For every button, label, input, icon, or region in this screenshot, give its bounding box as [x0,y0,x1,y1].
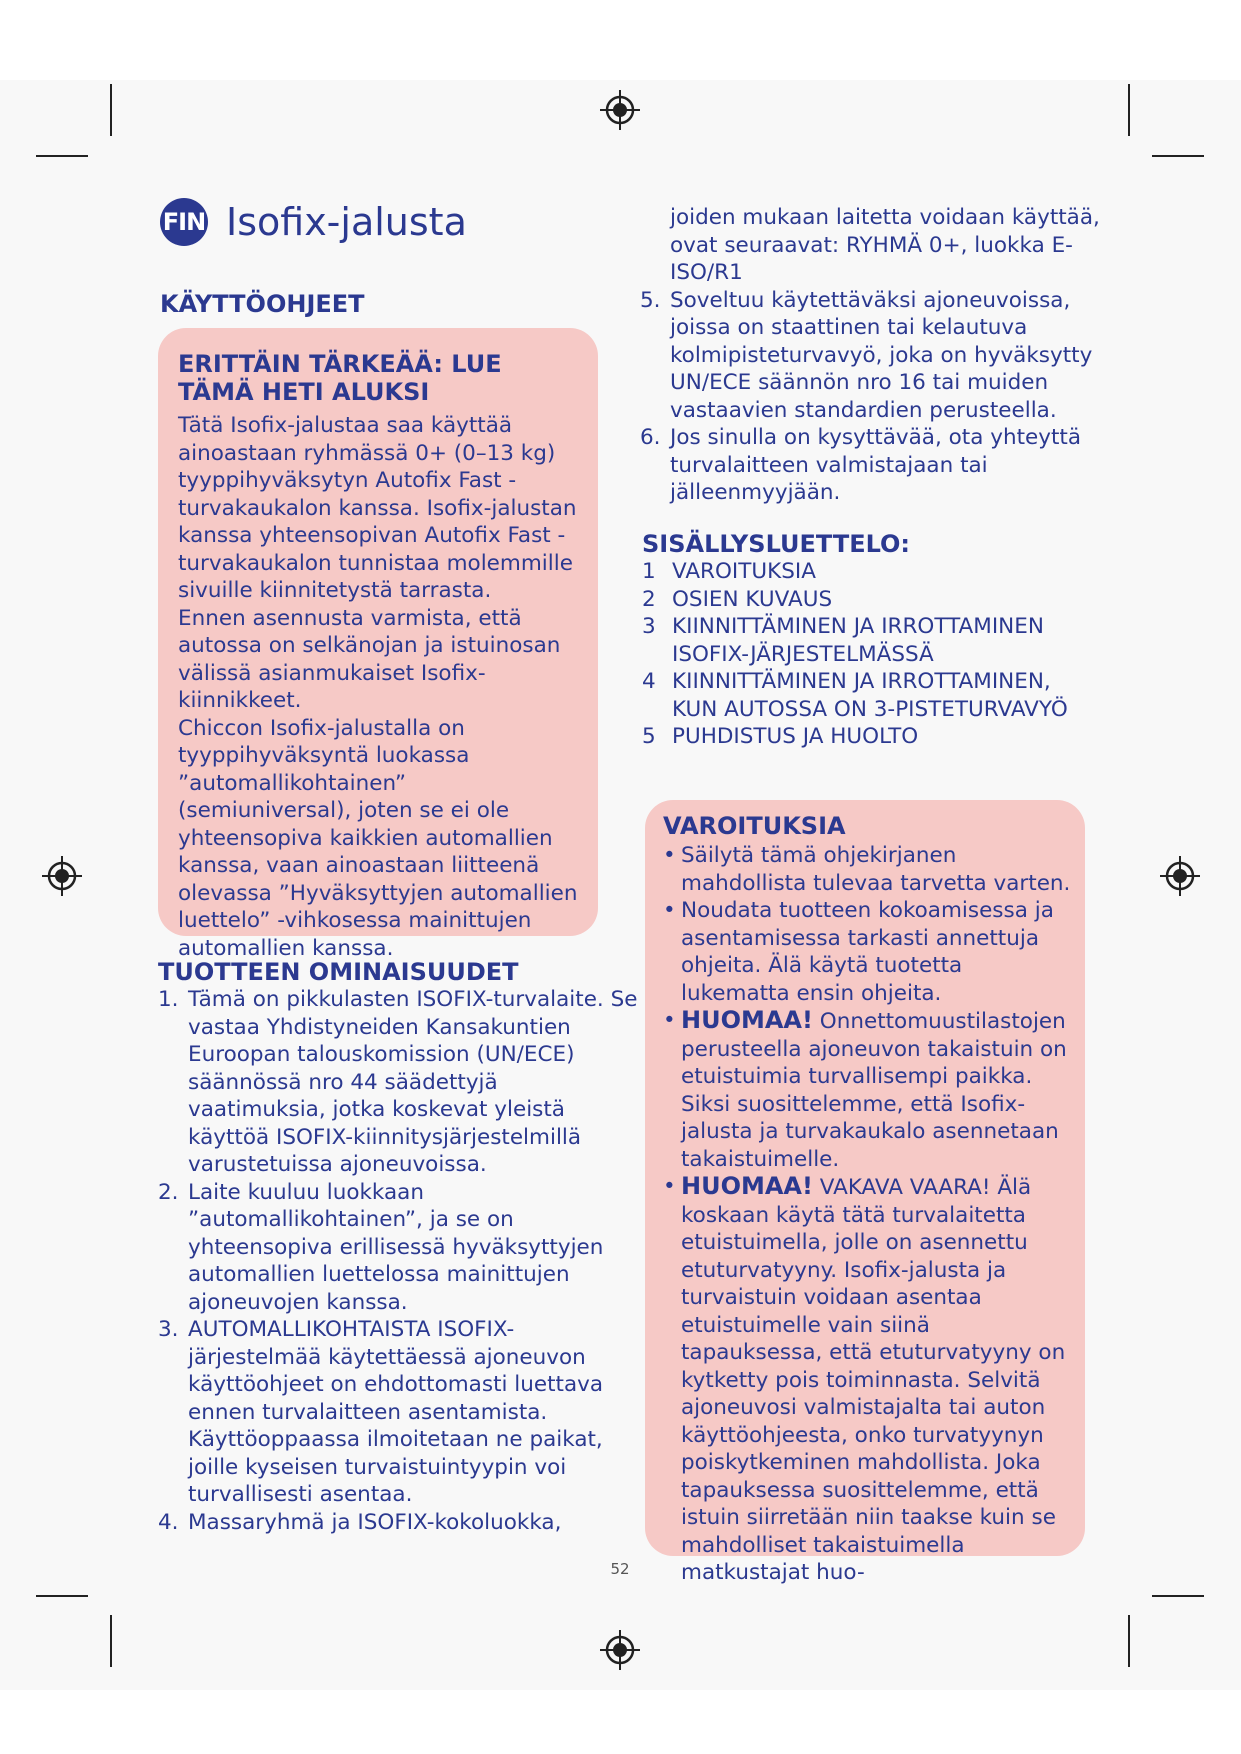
list-item [640,287,1100,425]
toc-item [642,586,1102,614]
list-number: 4. [158,1509,179,1535]
toc-list [642,558,1102,751]
crop-mark [1152,155,1204,157]
warning-text: Noudata tuotteen kokoamisessa ja asentamisessa tarkasti annettuja ohjeita. Älä käytä tuotetta lukematta ensin ohjeita. [681,898,1054,1006]
features-list [158,986,638,1536]
warning-item [663,1007,1071,1173]
registration-mark-icon [1160,856,1200,896]
registration-mark-icon [42,856,82,896]
registration-mark-icon [600,1630,640,1670]
warning-text: Säilytä tämä ohjekirjanen mahdollista tulevaa tarvetta varten. [681,843,1071,896]
toc-text: OSIEN KUVAUS [672,586,833,612]
warning-item [663,897,1071,1007]
list-item [640,424,1100,507]
warning-item [663,842,1071,897]
warning-text: Onnettomuustilastojen perusteella ajoneuvon takaistuin on etuistuimia turvallisempi paikka. Siksi suosittelemme, että Isofix-jalusta ja turvakaukalo asennetaan takaistuimelle. [681,1009,1067,1172]
language-badge: FIN [160,198,208,246]
crop-mark [110,1615,112,1667]
features-heading: TUOTTEEN OMINAISUUDET [158,958,519,986]
list-number: 5. [640,287,661,313]
continuation-text [640,204,1100,507]
list-text: Soveltuu käytettäväksi ajoneuvoissa, joissa on staattinen tai kelautuva kolmipisteturvavyö, joka on hyväksytty UN/ECE säännön nro 16 tai muiden vastaavien standardien perusteella. [670,287,1093,423]
crop-mark [36,155,88,157]
toc-item [642,723,1102,751]
toc-item [642,558,1102,586]
toc-number: 4 [642,669,656,694]
list-text: Tämä on pikkulasten ISOFIX-turvalaite. Se vastaa Yhdistyneiden Kansakuntien Euroopan talouskomission (UN/ECE) säännössä nro 44 säädettyjä vaatimuksia, jotka koskevat yleistä käyttöä ISOFIX-kiinnitysjärjestelmillä varustetuissa ajoneuvoissa. [188,987,638,1177]
list-number: 1. [158,987,179,1012]
page-number: 52 [610,1560,630,1578]
toc-text: KIINNITTÄMINEN JA IRROTTAMINEN, KUN AUTOSSA ON 3-PISTETURVAVYÖ [672,669,1068,722]
toc-number: 3 [642,614,656,639]
list-text: Jos sinulla on kysyttävää, ota yhteyttä turvalaitteen valmistajaan tai jälleenmyyjään. [670,425,1081,505]
toc-text: PUHDISTUS JA HUOLTO [672,724,919,749]
title-row [160,198,467,246]
list-text: Laite kuuluu luokkaan ”automallikohtainen”, ja se on yhteensopiva erillisessä hyväksyttyjen automallien luettelossa mainittujen ajoneuvojen kanssa. [188,1179,604,1315]
crop-mark [1128,84,1130,136]
registration-mark-icon [600,90,640,130]
toc-text: KIINNITTÄMINEN JA IRROTTAMINEN ISOFIX-JÄRJESTELMÄSSÄ [672,614,1044,667]
list-item [158,986,638,1179]
important-notice-box [158,328,598,961]
crop-mark [1152,1595,1204,1597]
toc-item [642,613,1102,668]
toc-number: 1 [642,559,656,584]
warnings-heading: VAROITUKSIA [663,812,846,840]
warning-text: VAKAVA VAARA! Älä koskaan käytä tätä turvalaitetta etuistuimella, jolle on asennettu etuturvatyyny. Isofix-jalusta ja turvaistuin voidaan asentaa etuistuimelle vain siinä tapauksessa, että etuturvatyyny on kytketty pois toiminnasta. Selvitä ajoneuvosi valmistajalta tai auton käyttöohjeesta, onko turvatyynyn poiskytkeminen mahdollista. Joka tapauksessa suosittelemme, että istuin siirretään niin taakse kuin se mahdolliset takaistuimella matkustajat huo- [681,1175,1066,1585]
toc-number: 5 [642,724,656,749]
list-text: AUTOMALLIKOHTAISTA ISOFIX-järjestelmää käytettäessä ajoneuvon käyttöohjeet on ehdottomasti luettava ennen turvalaitteen asentamista. Käyttöoppaassa ilmoitetaan ne paikat, joille kyseisen turvaistuintyypin voi turvallisesti asentaa. [188,1317,604,1507]
toc-number: 2 [642,586,656,612]
important-notice-heading: ERITTÄIN TÄRKEÄÄ: LUE TÄMÄ HETI ALUKSI [178,350,502,406]
important-notice-paragraph: Ennen asennusta varmista, että autossa on selkänojan ja istuinosan välissä asianmukaiset Isofix-kiinnikkeet. [178,605,561,713]
list-text: Massaryhmä ja ISOFIX-kokoluokka, [188,1509,562,1535]
list-item [158,1509,638,1537]
list-item [158,1316,638,1509]
crop-mark [36,1595,88,1597]
warning-emphasis: HUOMAA! [681,1006,813,1034]
important-notice-paragraph: Chiccon Isofix-jalustalla on tyyppihyväksyntä luokassa ”automallikohtainen” (semiuniversal), joten se ei ole yhteensopiva kaikkien automallien kanssa, vaan ainoastaan liitteenä olevassa ”Hyväksyttyjen automallien luettelo” -vihkosessa mainittujen automallien kanssa. [178,715,578,961]
list-number: 2. [158,1179,179,1205]
list-number: 3. [158,1317,179,1342]
warnings-box [645,800,1085,1585]
list-number: 6. [640,425,661,450]
instructions-heading: KÄYTTÖOHJEET [160,290,365,318]
continuation-paragraph: joiden mukaan laitetta voidaan käyttää, ovat seuraavat: RYHMÄ 0+, luokka E- ISO/R1 [670,205,1100,285]
warning-item [663,1173,1071,1587]
list-item [158,1179,638,1317]
toc-text: VAROITUKSIA [672,559,816,584]
page-title: Isofix-jalusta [226,200,467,244]
crop-mark [110,84,112,136]
crop-mark [1128,1615,1130,1667]
important-notice-paragraph: Tätä Isofix-jalustaa saa käyttää ainoastaan ryhmässä 0+ (0–13 kg) tyyppihyväksytyn Autofix Fast -turvakaukalon kanssa. Isofix-jalustan kanssa yhteensopivan Autofix Fast -turvakaukalon tunnistaa molemmille sivuille kiinnitetystä tarrasta. [178,413,577,603]
warning-emphasis: HUOMAA! [681,1172,813,1200]
toc-heading: SISÄLLYSLUETTELO: [642,530,911,558]
toc-item [642,668,1102,723]
